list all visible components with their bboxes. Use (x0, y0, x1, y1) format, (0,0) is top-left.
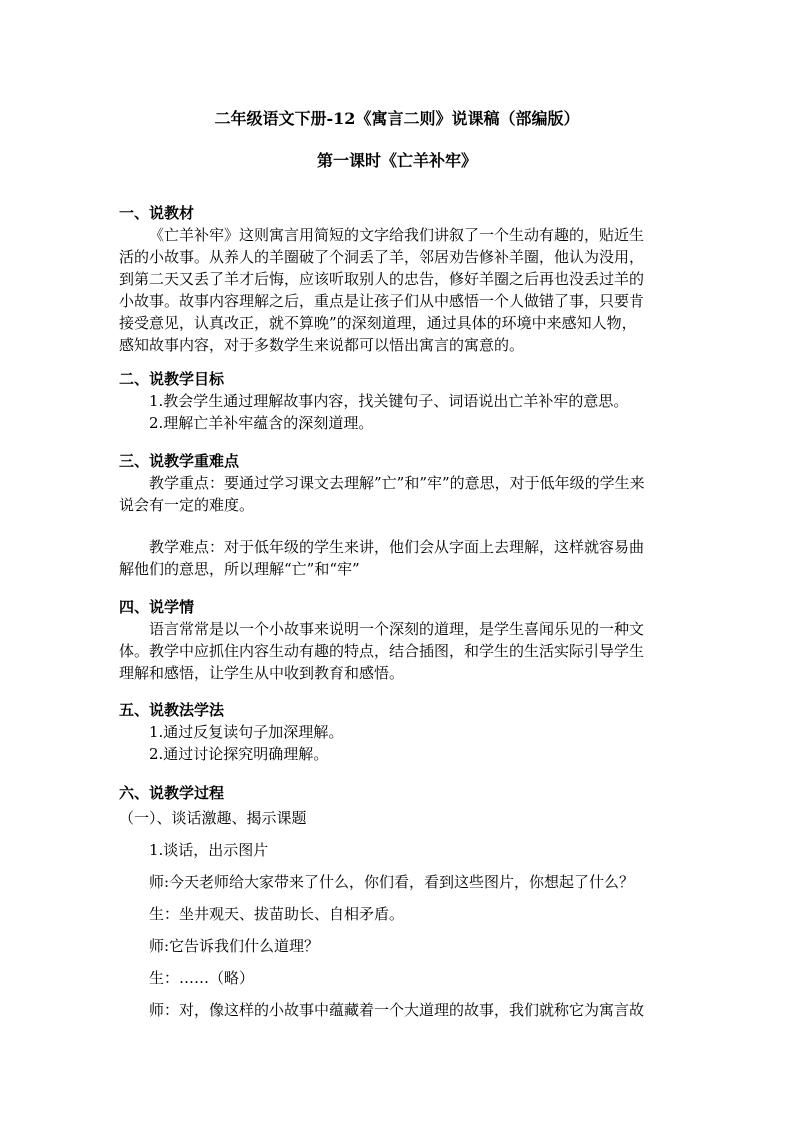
dialogue-line: 师:今天老师给大家带来了什么，你们看，看到这些图片，你想起了什么？ (149, 873, 635, 891)
dialogue-line: 生：坐井观天、拔苗助长、自相矛盾。 (149, 905, 405, 923)
paragraph-line: 感知故事内容，对于多数学生来说都可以悟出寓言的寓意的。 (119, 336, 525, 354)
dialogue-line: 1.谈话，出示图片 (149, 841, 269, 859)
paragraph-line: 活的小故事。从养人的羊圈破了个洞丢了羊，邻居劝告修补羊圈，他认为没用， (119, 248, 645, 266)
lesson-subtitle: 第一课时《亡羊补牢》 (316, 151, 477, 170)
dialogue-line: 师：对，像这样的小故事中蕴藏着一个大道理的故事，我们就称它为寓言故 (149, 1001, 645, 1019)
paragraph-line: 小故事。故事内容理解之后，重点是让孩子们从中感悟一个人做错了事，只要肯 (119, 292, 645, 310)
document-title: 二年级语文下册-12《寓言二则》说课稿（部编版） (214, 109, 580, 128)
dialogue-line: 生：……（略） (149, 969, 255, 987)
list-item: 2.通过讨论探究明确理解。 (149, 745, 329, 763)
paragraph-line: 到第二天又丢了羊才后悔，应该听取别人的忠告，修好羊圈之后再也没丢过羊的 (119, 270, 645, 288)
paragraph-line: 体。教学中应抓住内容生动有趣的特点，结合插图，和学生的生活实际引导学生 (119, 642, 645, 660)
paragraph-line: 解他们的意思，所以理解“亡”和“牢” (119, 560, 360, 578)
paragraph-line: 理解和感悟，让学生从中收到教育和感悟。 (119, 664, 405, 682)
section-learners (119, 596, 679, 684)
section-goals (119, 368, 679, 434)
section-methods (119, 699, 679, 765)
list-item: 1.教会学生通过理解故事内容，找关键句子、词语说出亡羊补牢的意思。 (149, 392, 629, 410)
list-item: 1.通过反复读句子加深理解。 (149, 723, 344, 741)
section-heading: 六、说教学过程 (119, 784, 225, 802)
paragraph-line: 接受意见，认真改正，就不算晚”的深刻道理，通过具体的环境中来感知人物， (119, 314, 637, 332)
paragraph-line: 教学重点：要通过学习课文去理解”亡”和”牢”的意思，对于低年级的学生来 (149, 474, 645, 492)
section-heading: 四、说学情 (119, 598, 195, 616)
section-textbook (119, 202, 679, 356)
section-heading: 五、说教法学法 (119, 701, 225, 719)
section-heading: 一、说教材 (119, 204, 195, 222)
section-key-difficult (119, 450, 679, 580)
paragraph-line: 教学难点：对于低年级的学生来讲，他们会从字面上去理解，这样就容易曲 (149, 538, 645, 556)
paragraph-line: 语言常常是以一个小故事来说明一个深刻的道理，是学生喜闻乐见的一种文 (149, 620, 645, 638)
section-heading: 二、说教学目标 (119, 370, 225, 388)
section-process (119, 782, 679, 804)
dialogue-line: 师:它告诉我们什么道理？ (149, 937, 320, 955)
paragraph-line: 说会有一定的难度。 (119, 496, 255, 514)
process-content (119, 802, 679, 1026)
section-heading: 三、说教学重难点 (119, 452, 240, 470)
paragraph-line: 《亡羊补牢》这则寓言用简短的文字给我们讲叙了一个生动有趣的，贴近生 (149, 226, 645, 244)
subsection-heading: （一）、谈话激趣、揭示课题 (119, 809, 307, 827)
list-item: 2.理解亡羊补牢蕴含的深刻道理。 (149, 414, 374, 432)
